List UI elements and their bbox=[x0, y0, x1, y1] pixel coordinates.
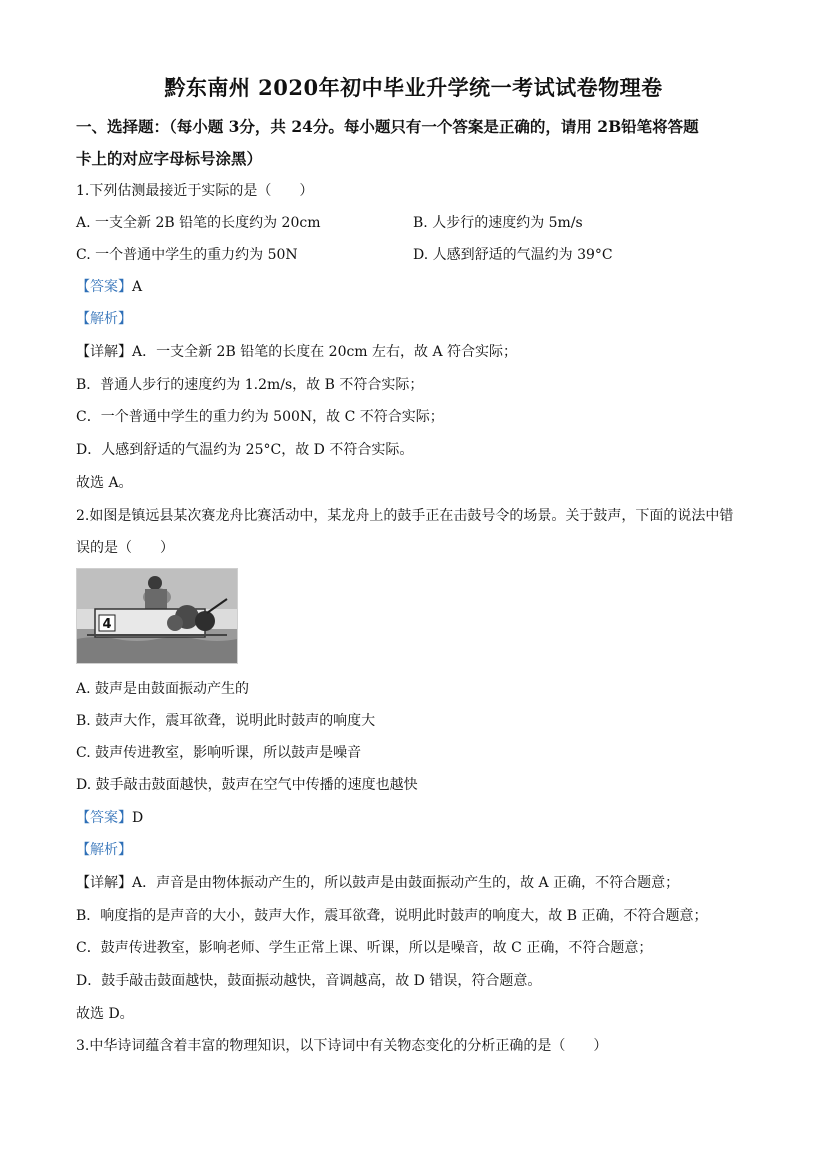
q1-option-a: A. 一支全新 2B 铅笔的长度约为 20cm bbox=[76, 215, 321, 231]
q1-option-d: D. 人感到舒适的气温约为 39°C bbox=[413, 247, 613, 263]
q2-stem-line-2: 误的是（ ） bbox=[76, 540, 174, 556]
q1-answer-value: A bbox=[132, 279, 143, 295]
detail-label: 【详解】 bbox=[76, 875, 132, 891]
q2-conclusion: 故选 D。 bbox=[76, 1006, 134, 1022]
q2-detail-row-4: D．鼓手敲击鼓面越快，鼓面振动越快，音调越高，故 D 错误，符合题意。 bbox=[76, 973, 542, 989]
q1-option-c: C. 一个普通中学生的重力约为 50N bbox=[76, 247, 298, 263]
answer-label: 【答案】 bbox=[76, 810, 132, 826]
q1-detail-row-1 bbox=[76, 341, 766, 361]
q2-detail-row-2: B．响度指的是声音的大小，鼓声大作，震耳欲聋，说明此时鼓声的响度大，故 B 正确，不符合题意； bbox=[76, 908, 708, 924]
q2-detail-row-1 bbox=[76, 872, 766, 892]
boat-number: 4 bbox=[102, 617, 112, 632]
dragon-boat-illustration bbox=[77, 569, 237, 663]
q2-detail-row-3: C．鼓声传进教室，影响老师、学生正常上课、听课，所以是噪音，故 C 正确，不符合题意； bbox=[76, 940, 653, 956]
q1-detail-row-4: D．人感到舒适的气温约为 25°C，故 D 不符合实际。 bbox=[76, 442, 414, 458]
q2-option-a: A. 鼓声是由鼓面振动产生的 bbox=[76, 681, 250, 697]
answer-label: 【答案】 bbox=[76, 279, 132, 295]
q2-option-d: D. 鼓手敲击鼓面越快，鼓声在空气中传播的速度也越快 bbox=[76, 777, 418, 793]
q2-detail-text-1: A．声音是由物体振动产生的，所以鼓声是由鼓面振动产生的，故 A 正确，不符合题意； bbox=[132, 875, 680, 891]
q1-analysis-label: 【解析】 bbox=[76, 311, 132, 327]
detail-label: 【详解】 bbox=[76, 344, 132, 360]
dragon-boat-photo bbox=[76, 568, 238, 664]
q2-analysis-label: 【解析】 bbox=[76, 842, 132, 858]
q2-answer-value: D bbox=[132, 810, 144, 826]
q2-option-c: C. 鼓声传进教室，影响听课，所以鼓声是噪音 bbox=[76, 745, 362, 761]
q3-stem: 3.中华诗词蕴含着丰富的物理知识，以下诗词中有关物态变化的分析正确的是（ ） bbox=[76, 1038, 608, 1054]
q1-detail-row-3: C．一个普通中学生的重力约为 500N，故 C 不符合实际； bbox=[76, 409, 444, 425]
q2-option-b: B. 鼓声大作，震耳欲聋，说明此时鼓声的响度大 bbox=[76, 713, 376, 729]
q1-stem: 1.下列估测最接近于实际的是（ ） bbox=[76, 183, 314, 199]
q1-option-b: B. 人步行的速度约为 5m/s bbox=[413, 215, 583, 231]
q1-detail-row-2: B．普通人步行的速度约为 1.2m/s，故 B 不符合实际； bbox=[76, 377, 424, 393]
section-header-line-1: 一、选择题：（每小题 3分，共 24分。每小题只有一个答案是正确的，请用 2B铅笔将答题 bbox=[76, 117, 699, 136]
q1-conclusion: 故选 A。 bbox=[76, 475, 133, 491]
q2-stem-line-1: 2.如图是镇远县某次赛龙舟比赛活动中，某龙舟上的鼓手正在击鼓号令的场景。关于鼓声，下面的说法中错 bbox=[76, 508, 734, 524]
q1-detail-text-1: A．一支全新 2B 铅笔的长度在 20cm 左右，故 A 符合实际； bbox=[132, 344, 518, 360]
q1-answer-row bbox=[76, 276, 766, 296]
page-title: 黔东南州 2020年初中毕业升学统一考试试卷物理卷 bbox=[164, 75, 663, 100]
q2-answer-row bbox=[76, 807, 766, 827]
section-header-line-2: 卡上的对应字母标号涂黑） bbox=[76, 149, 263, 168]
